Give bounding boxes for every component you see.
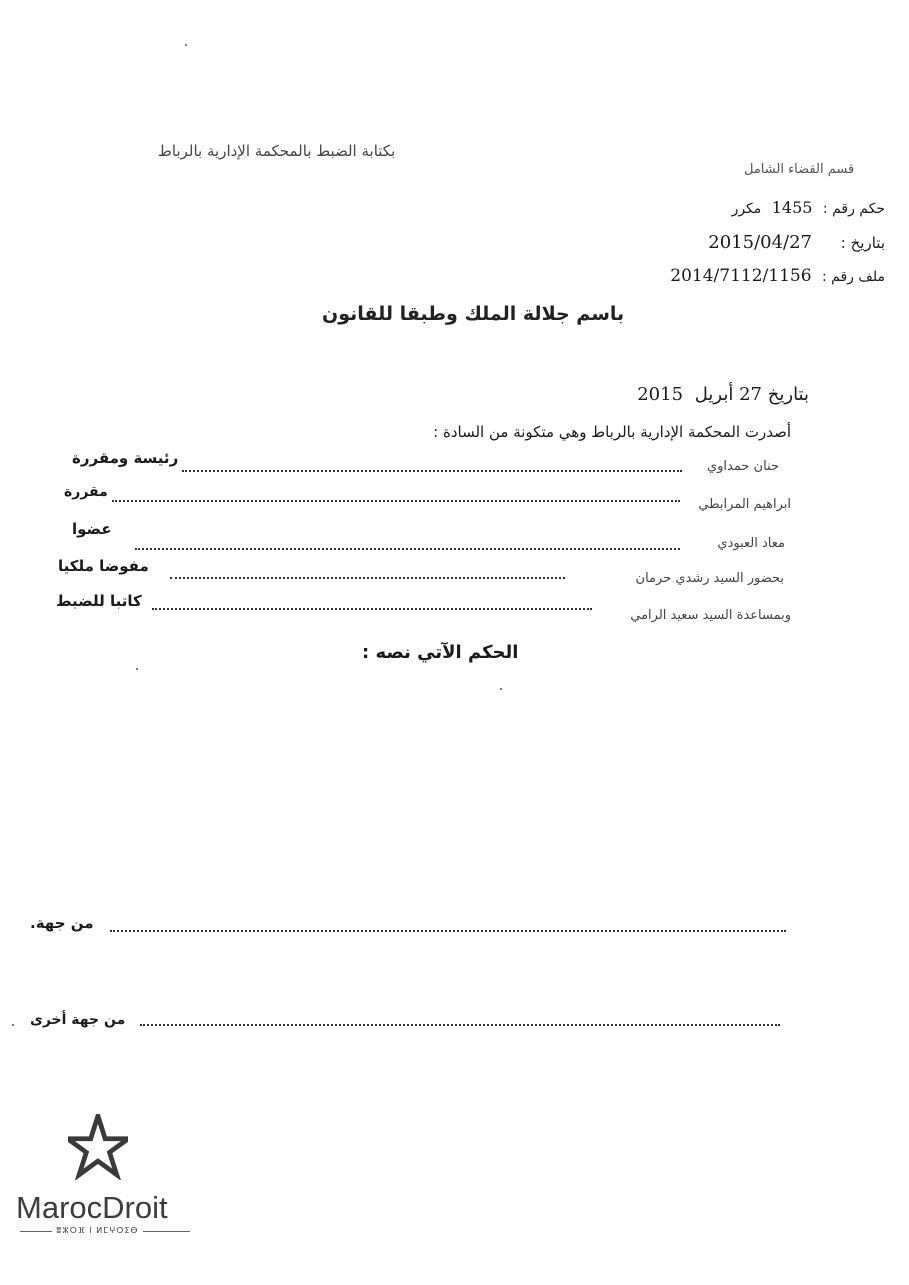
session-date-year: 2015 [637,384,684,405]
judgment-suffix: مكرر [731,201,762,217]
scan-speck [12,1024,14,1026]
section-label: قسم القضاء الشامل [744,162,855,177]
file-number-line [670,266,885,286]
verdict-heading: الحكم الآتي نصه : [362,642,519,663]
dotted-leader [140,1024,780,1026]
session-date-line [637,384,809,405]
scan-speck [500,688,502,690]
panel-member-role: مفوضا ملكيا [58,557,149,575]
logo-wordmark: MarocDroit [16,1190,168,1225]
first-party-label: من جهة. [30,914,94,932]
dotted-leader [170,577,565,579]
scan-speck [136,668,138,670]
date-value: 2015/04/27 [708,232,813,253]
session-date-prefix: بتاريخ [767,384,809,405]
judgment-number: 1455 [771,198,813,217]
document-title: باسم جلالة الملك وطبقا للقانون [322,303,625,325]
panel-member-role: رئيسة ومقررة [72,449,179,467]
dotted-leader [112,500,680,502]
panel-member-name: وبمساعدة السيد سعيد الرامي [630,608,791,623]
panel-member-name: معاد العبودي [717,536,785,551]
second-party-label: من جهة أخرى [30,1012,126,1028]
judgment-label: حكم رقم : [822,201,885,217]
star-logo-icon [68,1114,128,1180]
session-date-day: 27 [739,384,763,405]
file-label: ملف رقم : [821,269,885,285]
panel-member-name: ابراهيم المرابطي [698,497,791,512]
scan-speck [185,44,187,46]
session-date-month: أبريل [694,384,734,405]
panel-member-role: مقررة [64,484,108,500]
file-number: 2014/7112/1156 [670,266,812,286]
dotted-leader [135,548,680,550]
dotted-leader [182,470,682,472]
registry-heading: بكتابة الضبط بالمحكمة الإدارية بالرباط [158,142,396,160]
dotted-leader [152,608,592,610]
date-label: بتاريخ : [840,234,885,252]
panel-member-name: بحضور السيد رشدي حرمان [635,571,784,586]
panel-member-role: كاتبا للضبط [56,592,142,610]
panel-member-role: عضوا [72,520,112,538]
judgment-date-line [708,232,885,253]
panel-member-name: حنان حمداوي [706,459,779,474]
judgment-number-line [732,198,885,217]
logo-tagline: ⴻⵣⵔⴼ ⵏ ⵍⵎⵖⵔⵉⴱ [52,1226,143,1235]
dotted-leader [110,930,786,932]
composition-line: أصدرت المحكمة الإدارية بالرباط وهي متكونة من السادة : [433,423,791,441]
